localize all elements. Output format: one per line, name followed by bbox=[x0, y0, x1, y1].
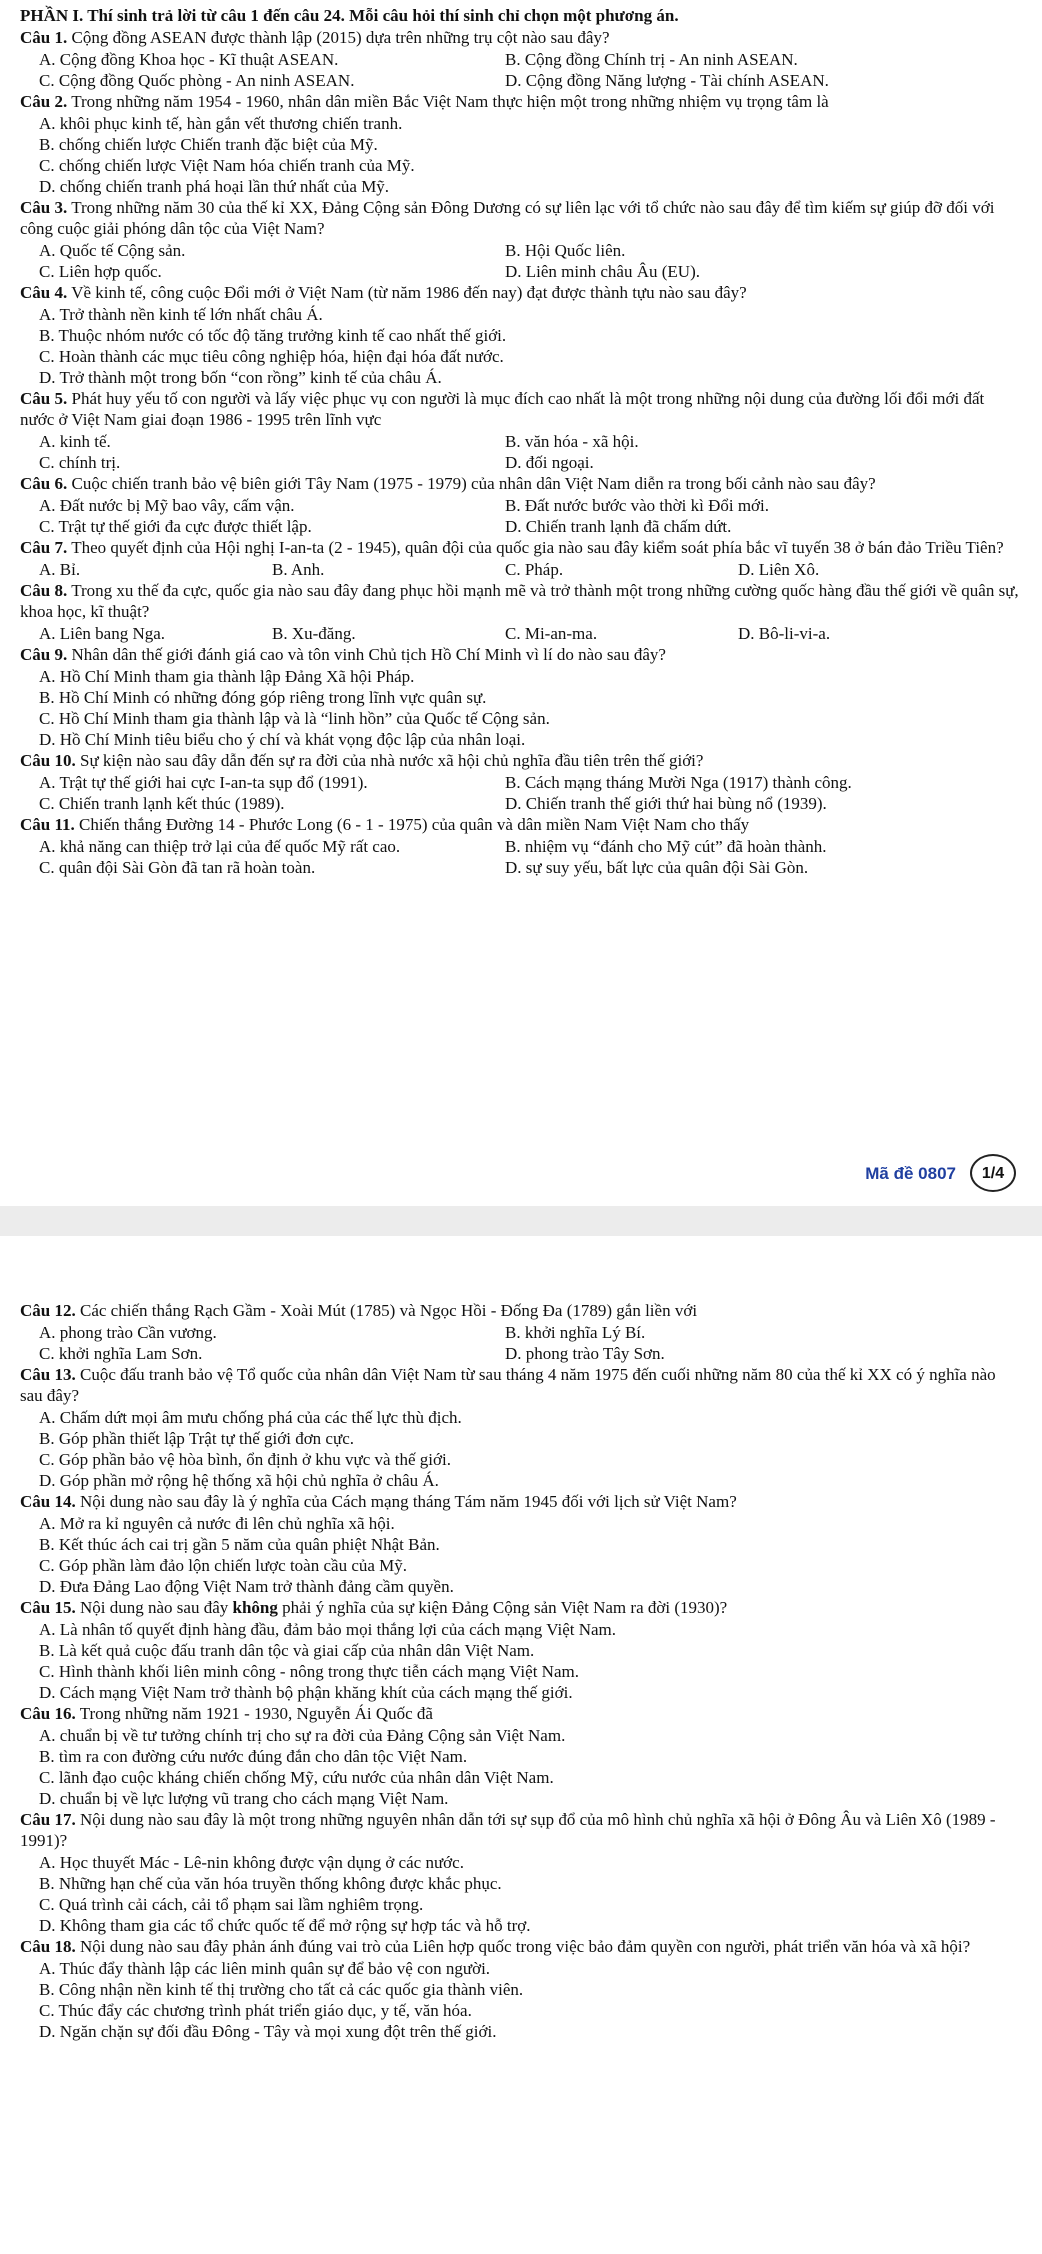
options-row bbox=[20, 70, 1022, 91]
option-c: C. Hình thành khối liên minh công - nông trong thực tiễn cách mạng Việt Nam. bbox=[39, 1662, 579, 1681]
option-d: D. Trở thành một trong bốn “con rồng” kinh tế của châu Á. bbox=[39, 368, 442, 387]
option-c: C. quân đội Sài Gòn đã tan rã hoàn toàn. bbox=[39, 858, 316, 877]
option-c: C. lãnh đạo cuộc kháng chiến chống Mỹ, cứu nước của nhân dân Việt Nam. bbox=[39, 1768, 554, 1787]
question-text: Trong những năm 1921 - 1930, Nguyễn Ái Quốc đã bbox=[79, 1704, 433, 1723]
option-b: B. khởi nghĩa Lý Bí. bbox=[505, 1323, 646, 1342]
option-d: D. Ngăn chặn sự đối đầu Đông - Tây và mọi xung đột trên thế giới. bbox=[39, 2022, 497, 2041]
option-c: C. Hồ Chí Minh tham gia thành lập và là “linh hồn” của Quốc tế Cộng sản. bbox=[39, 709, 550, 728]
options-row bbox=[20, 559, 1022, 580]
question-6 bbox=[20, 473, 1022, 494]
option-c: C. chống chiến lược Việt Nam hóa chiến tranh của Mỹ. bbox=[39, 156, 415, 175]
section-title: PHẦN I. Thí sinh trả lời từ câu 1 đến câu 24. Mỗi câu hỏi thí sinh chỉ chọn một phương án. bbox=[20, 6, 679, 25]
option-c: C. Hoàn thành các mục tiêu công nghiệp hóa, hiện đại hóa đất nước. bbox=[39, 347, 504, 366]
option-a: A. Mở ra kỉ nguyên cả nước đi lên chủ nghĩa xã hội. bbox=[39, 1514, 395, 1533]
negation-word: không bbox=[232, 1598, 278, 1617]
question-text: Nội dung nào sau đây là ý nghĩa của Cách mạng tháng Tám năm 1945 đối với lịch sử Việt Nam? bbox=[79, 1492, 737, 1511]
option-b: B. Những hạn chế của văn hóa truyền thống không được khắc phục. bbox=[39, 1874, 502, 1893]
question-text: Nhân dân thế giới đánh giá cao và tôn vinh Chủ tịch Hồ Chí Minh vì lí do nào sau đây? bbox=[71, 645, 666, 664]
option-a: A. khả năng can thiệp trở lại của đế quốc Mỹ rất cao. bbox=[39, 837, 401, 856]
question-5 bbox=[20, 388, 1022, 430]
option-c: C. Chiến tranh lạnh kết thúc (1989). bbox=[39, 794, 285, 813]
option-c: C. Mi-an-ma. bbox=[505, 624, 598, 643]
option-c: C. Thúc đẩy các chương trình phát triển giáo dục, y tế, văn hóa. bbox=[39, 2001, 472, 2020]
option-c: C. Góp phần làm đảo lộn chiến lược toàn cầu của Mỹ. bbox=[39, 1556, 408, 1575]
question-11 bbox=[20, 814, 1022, 835]
question-label: Câu 11. bbox=[20, 815, 75, 834]
options-row bbox=[20, 793, 1022, 814]
page-footer bbox=[865, 1154, 1016, 1192]
option-c: C. Cộng đồng Quốc phòng - An ninh ASEAN. bbox=[39, 71, 355, 90]
option-b: B. Cộng đồng Chính trị - An ninh ASEAN. bbox=[505, 50, 798, 69]
option-a: A. Liên bang Nga. bbox=[39, 624, 166, 643]
question-16 bbox=[20, 1703, 1022, 1724]
option-b: B. Thuộc nhóm nước có tốc độ tăng trưởng kinh tế cao nhất thế giới. bbox=[39, 326, 507, 345]
option-b: B. Công nhận nền kinh tế thị trường cho tất cả các quốc gia thành viên. bbox=[39, 1980, 524, 1999]
option-a: A. kinh tế. bbox=[39, 432, 111, 451]
question-label: Câu 4. bbox=[20, 283, 68, 302]
page-separator bbox=[0, 1206, 1042, 1236]
question-7 bbox=[20, 537, 1022, 558]
option-d: D. Chiến tranh thế giới thứ hai bùng nổ (1939). bbox=[505, 794, 827, 813]
question-8 bbox=[20, 580, 1022, 622]
question-18 bbox=[20, 1936, 1022, 1957]
option-b: B. Là kết quả cuộc đấu tranh dân tộc và giai cấp của nhân dân Việt Nam. bbox=[39, 1641, 535, 1660]
question-2 bbox=[20, 91, 1022, 112]
question-text: Phát huy yếu tố con người và lấy việc phục vụ con người là mục đích cao nhất là một trong những nội dung của đường lối đổi mới đất nước ở Việt Nam giai đoạn 1986 - 1995 trên lĩnh vực bbox=[20, 389, 985, 429]
question-label: Câu 10. bbox=[20, 751, 76, 770]
question-label: Câu 12. bbox=[20, 1301, 76, 1320]
question-text: Chiến thắng Đường 14 - Phước Long (6 - 1 - 1975) của quân và dân miền Nam Việt Nam cho thấy bbox=[79, 815, 750, 834]
question-label: Câu 13. bbox=[20, 1365, 76, 1384]
question-12 bbox=[20, 1300, 1022, 1321]
options-row bbox=[20, 1322, 1022, 1343]
option-d: D. Góp phần mở rộng hệ thống xã hội chủ nghĩa ở châu Á. bbox=[39, 1471, 439, 1490]
question-text: Cuộc đấu tranh bảo vệ Tổ quốc của nhân dân Việt Nam từ sau tháng 4 năm 1975 đến cuối những năm 80 của thế kỉ XX có ý nghĩa nào sau đây? bbox=[20, 1365, 996, 1405]
options-row bbox=[20, 261, 1022, 282]
question-text: Nội dung nào sau đây là một trong những nguyên nhân dẫn tới sự sụp đổ của mô hình chủ nghĩa xã hội ở Đông Âu và Liên Xô (1989 - 1991)? bbox=[20, 1810, 996, 1850]
question-label: Câu 5. bbox=[20, 389, 68, 408]
option-b: B. nhiệm vụ “đánh cho Mỹ cút” đã hoàn thành. bbox=[505, 837, 827, 856]
option-b: B. Anh. bbox=[272, 560, 325, 579]
question-label: Câu 9. bbox=[20, 645, 68, 664]
question-14 bbox=[20, 1491, 1022, 1512]
option-b: B. chống chiến lược Chiến tranh đặc biệt của Mỹ. bbox=[39, 135, 378, 154]
question-label: Câu 16. bbox=[20, 1704, 76, 1723]
option-a: A. Quốc tế Cộng sản. bbox=[39, 241, 186, 260]
question-15 bbox=[20, 1597, 1022, 1618]
question-17 bbox=[20, 1809, 1022, 1851]
option-a: A. Trở thành nền kinh tế lớn nhất châu Á. bbox=[39, 305, 323, 324]
question-label: Câu 7. bbox=[20, 538, 68, 557]
option-d: D. Bô-li-vi-a. bbox=[738, 624, 831, 643]
option-c: C. chính trị. bbox=[39, 453, 121, 472]
option-d: D. Đưa Đảng Lao động Việt Nam trở thành đảng cầm quyền. bbox=[39, 1577, 454, 1596]
option-a: A. Đất nước bị Mỹ bao vây, cấm vận. bbox=[39, 496, 295, 515]
question-text-start: Nội dung nào sau đây bbox=[79, 1598, 233, 1617]
option-c: C. Trật tự thế giới đa cực được thiết lập. bbox=[39, 517, 312, 536]
question-label: Câu 17. bbox=[20, 1810, 76, 1829]
question-text: Trong những năm 30 của thế kỉ XX, Đảng Cộng sản Đông Dương có sự liên lạc với tổ chức nào sau đây để tìm kiếm sự giúp đỡ đối với công cuộc giải phóng dân tộc của Việt Nam? bbox=[20, 198, 995, 238]
option-c: C. Liên hợp quốc. bbox=[39, 262, 162, 281]
page-number-badge: 1/4 bbox=[970, 1154, 1016, 1192]
option-a: A. Trật tự thế giới hai cực I-an-ta sụp đổ (1991). bbox=[39, 773, 368, 792]
exam-page-2 bbox=[0, 1236, 1042, 2254]
option-a: A. chuẩn bị về tư tưởng chính trị cho sự ra đời của Đảng Cộng sản Việt Nam. bbox=[39, 1726, 566, 1745]
option-d: D. Hồ Chí Minh tiêu biểu cho ý chí và khát vọng độc lập của nhân loại. bbox=[39, 730, 526, 749]
option-b: B. Hội Quốc liên. bbox=[505, 241, 626, 260]
question-text: Sự kiện nào sau đây dẫn đến sự ra đời của nhà nước xã hội chủ nghĩa đầu tiên trên thế giới? bbox=[79, 751, 704, 770]
option-c: C. khởi nghĩa Lam Sơn. bbox=[39, 1344, 203, 1363]
question-text: Trong những năm 1954 - 1960, nhân dân miền Bắc Việt Nam thực hiện một trong những nhiệm vụ trọng tâm là bbox=[71, 92, 829, 111]
option-a: A. Thúc đẩy thành lập các liên minh quân sự để bảo vệ con người. bbox=[39, 1959, 491, 1978]
option-c: C. Pháp. bbox=[505, 560, 564, 579]
question-13 bbox=[20, 1364, 1022, 1406]
option-d: D. Liên minh châu Âu (EU). bbox=[505, 262, 700, 281]
option-c: C. Quá trình cải cách, cải tổ phạm sai lầm nghiêm trọng. bbox=[39, 1895, 424, 1914]
options-row bbox=[20, 495, 1022, 516]
option-d: D. sự suy yếu, bất lực của quân đội Sài Gòn. bbox=[505, 858, 809, 877]
option-d: D. Cộng đồng Năng lượng - Tài chính ASEAN. bbox=[505, 71, 829, 90]
question-text: Nội dung nào sau đây phản ánh đúng vai trò của Liên hợp quốc trong việc bảo đảm quyền con người, phát triển văn hóa và xã hội? bbox=[79, 1937, 971, 1956]
option-b: B. văn hóa - xã hội. bbox=[505, 432, 639, 451]
options-row bbox=[20, 772, 1022, 793]
options-row bbox=[20, 623, 1022, 644]
option-b: B. Góp phần thiết lập Trật tự thế giới đơn cực. bbox=[39, 1429, 354, 1448]
question-3 bbox=[20, 197, 1022, 239]
option-d: D. Không tham gia các tổ chức quốc tế để mở rộng sự hợp tác và hỗ trợ. bbox=[39, 1916, 531, 1935]
question-text: Về kinh tế, công cuộc Đổi mới ở Việt Nam (từ năm 1986 đến nay) đạt được thành tựu nào sau đây? bbox=[71, 283, 747, 302]
exam-code: Mã đề 0807 bbox=[865, 1163, 956, 1183]
question-label: Câu 3. bbox=[20, 198, 68, 217]
option-b: B. Hồ Chí Minh có những đóng góp riêng trong lĩnh vực quân sự. bbox=[39, 688, 487, 707]
question-label: Câu 15. bbox=[20, 1598, 76, 1617]
options-row bbox=[20, 240, 1022, 261]
question-text: Trong xu thế đa cực, quốc gia nào sau đây đang phục hồi mạnh mẽ và trở thành một trong những cường quốc hàng đầu thế giới về quân sự, khoa học, kĩ thuật? bbox=[20, 581, 1019, 621]
question-label: Câu 14. bbox=[20, 1492, 76, 1511]
option-b: B. Xu-đăng. bbox=[272, 624, 356, 643]
question-label: Câu 8. bbox=[20, 581, 68, 600]
option-a: A. Học thuyết Mác - Lê-nin không được vận dụng ở các nước. bbox=[39, 1853, 464, 1872]
options-row bbox=[20, 516, 1022, 537]
option-d: D. chuẩn bị về lực lượng vũ trang cho cách mạng Việt Nam. bbox=[39, 1789, 449, 1808]
option-d: D. Liên Xô. bbox=[738, 560, 820, 579]
options-row bbox=[20, 452, 1022, 473]
option-a: A. khôi phục kinh tế, hàn gắn vết thương chiến tranh. bbox=[39, 114, 403, 133]
question-1 bbox=[20, 27, 1022, 48]
question-4 bbox=[20, 282, 1022, 303]
question-text: Cộng đồng ASEAN được thành lập (2015) dựa trên những trụ cột nào sau đây? bbox=[71, 28, 610, 47]
question-text: Các chiến thắng Rạch Gầm - Xoài Mút (1785) và Ngọc Hồi - Đống Đa (1789) gắn liền với bbox=[79, 1301, 698, 1320]
option-a: A. Cộng đồng Khoa học - Kĩ thuật ASEAN. bbox=[39, 50, 339, 69]
option-d: D. Chiến tranh lạnh đã chấm dứt. bbox=[505, 517, 732, 536]
option-b: B. tìm ra con đường cứu nước đúng đắn cho dân tộc Việt Nam. bbox=[39, 1747, 468, 1766]
question-text-end: phải ý nghĩa của sự kiện Đảng Cộng sản Việt Nam ra đời (1930)? bbox=[277, 1598, 728, 1617]
question-label: Câu 2. bbox=[20, 92, 68, 111]
option-d: D. đối ngoại. bbox=[505, 453, 594, 472]
option-b: B. Cách mạng tháng Mười Nga (1917) thành công. bbox=[505, 773, 852, 792]
question-label: Câu 1. bbox=[20, 28, 68, 47]
question-label: Câu 6. bbox=[20, 474, 68, 493]
options-row bbox=[20, 431, 1022, 452]
option-a: A. phong trào Cần vương. bbox=[39, 1323, 217, 1342]
question-10 bbox=[20, 750, 1022, 771]
option-a: A. Chấm dứt mọi âm mưu chống phá của các thế lực thù địch. bbox=[39, 1408, 462, 1427]
option-d: D. Cách mạng Việt Nam trở thành bộ phận khăng khít của cách mạng thế giới. bbox=[39, 1683, 573, 1702]
question-label: Câu 18. bbox=[20, 1937, 76, 1956]
option-a: A. Là nhân tố quyết định hàng đầu, đảm bảo mọi thắng lợi của cách mạng Việt Nam. bbox=[39, 1620, 617, 1639]
options-row bbox=[20, 49, 1022, 70]
option-b: B. Kết thúc ách cai trị gần 5 năm của quân phiệt Nhật Bản. bbox=[39, 1535, 440, 1554]
option-d: D. chống chiến tranh phá hoại lần thứ nhất của Mỹ. bbox=[39, 177, 390, 196]
options-row bbox=[20, 1343, 1022, 1364]
option-d: D. phong trào Tây Sơn. bbox=[505, 1344, 665, 1363]
option-a: A. Hồ Chí Minh tham gia thành lập Đảng Xã hội Pháp. bbox=[39, 667, 415, 686]
question-text: Theo quyết định của Hội nghị I-an-ta (2 - 1945), quân đội của quốc gia nào sau đây kiểm soát phía bắc vĩ tuyến 38 ở bán đảo Triều Tiên? bbox=[71, 538, 1004, 557]
option-b: B. Đất nước bước vào thời kì Đổi mới. bbox=[505, 496, 770, 515]
option-a: A. Bỉ. bbox=[39, 560, 81, 579]
option-c: C. Góp phần bảo vệ hòa bình, ổn định ở khu vực và thế giới. bbox=[39, 1450, 451, 1469]
question-9 bbox=[20, 644, 1022, 665]
question-text: Cuộc chiến tranh bảo vệ biên giới Tây Nam (1975 - 1979) của nhân dân Việt Nam diễn ra trong bối cảnh nào sau đây? bbox=[71, 474, 876, 493]
options-row bbox=[20, 857, 1022, 878]
options-row bbox=[20, 836, 1022, 857]
